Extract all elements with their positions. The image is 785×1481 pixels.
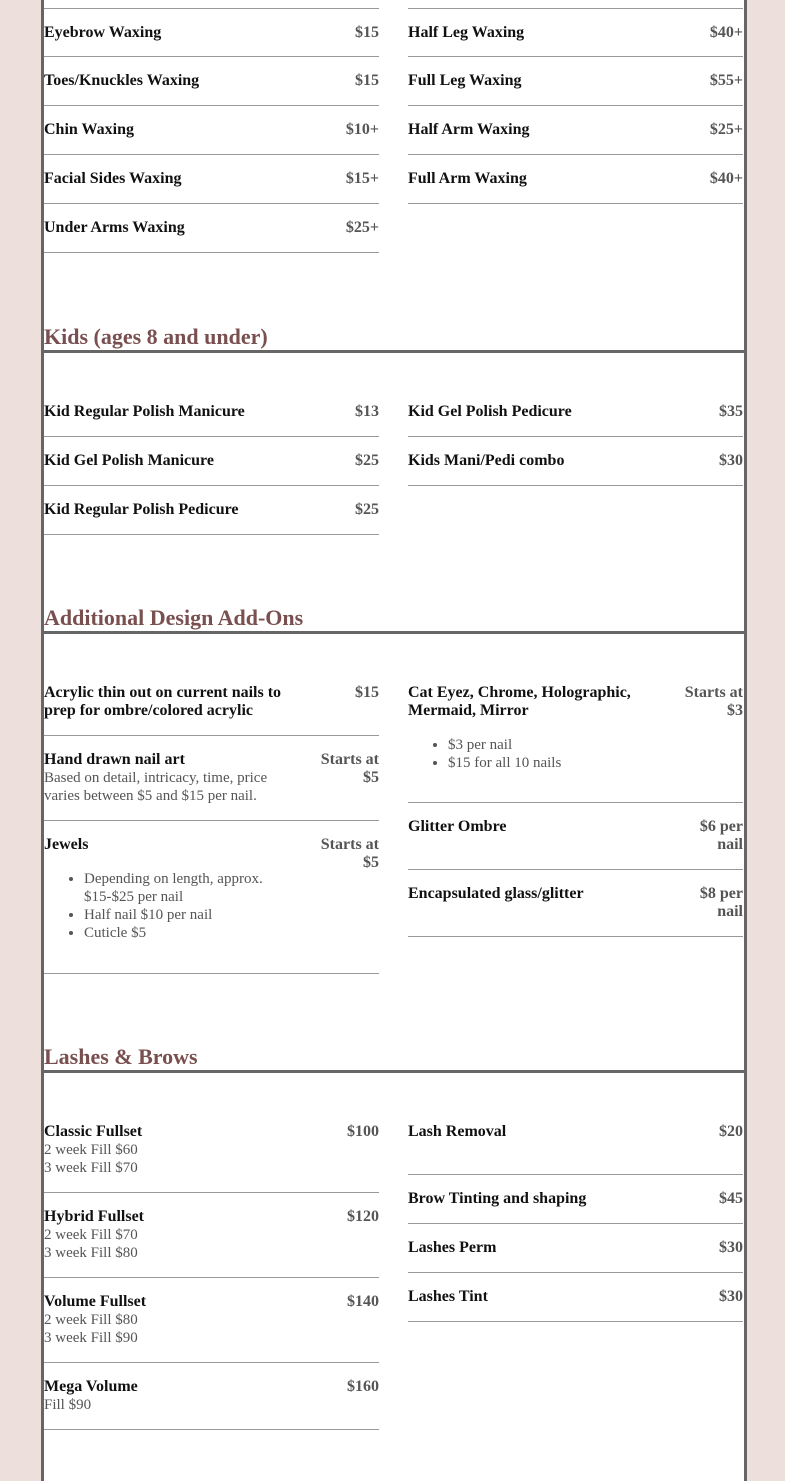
item-price: $140: [347, 1293, 379, 1310]
menu-item: [44, 1108, 379, 1193]
item-price: $30: [719, 452, 743, 469]
item-name: Hybrid Fullset: [44, 1208, 145, 1225]
lashes-left-column: [44, 1108, 379, 1430]
item-name: Full Leg Waxing: [408, 72, 522, 89]
item-name: Cat Eyez, Chrome, Holographic, Mermaid, Mirror: [408, 684, 631, 719]
item-name: Mega Volume: [44, 1378, 138, 1395]
item-price: $25+: [709, 121, 743, 138]
item-name: Classic Fullset: [44, 1123, 143, 1140]
item-price: $10+: [345, 121, 379, 138]
menu-item: [408, 1224, 743, 1273]
item-name: Kid Gel Polish Pedicure: [408, 403, 572, 420]
menu-item: [408, 669, 743, 803]
item-name: Volume Fullset: [44, 1293, 147, 1310]
menu-item: [408, 155, 743, 204]
item-line: 2 week Fill $60: [44, 1142, 138, 1158]
item-bullets: [408, 736, 668, 772]
item-line: 2 week Fill $80: [44, 1312, 138, 1328]
menu-item: [408, 803, 743, 870]
section-rule: [44, 631, 744, 634]
bullet-item: • $15 for all 10 nails: [448, 754, 668, 772]
item-line: 3 week Fill $80: [44, 1245, 138, 1261]
item-name: Hand drawn nail art: [44, 751, 185, 768]
menu-item: [44, 8, 379, 57]
menu-item: [408, 870, 743, 937]
bullet-item: • Half nail $10 per nail: [84, 906, 304, 924]
item-price: $15+: [345, 170, 379, 187]
menu-item: [408, 57, 743, 106]
item-price: $35: [719, 403, 743, 420]
item-price: $13: [355, 403, 379, 420]
menu-item: [44, 1278, 379, 1363]
menu-item: [408, 1175, 743, 1224]
item-description: Based on detail, intricacy, time, price varies between $5 and $15 per nail.: [44, 770, 268, 804]
menu-item: [44, 736, 379, 821]
item-price: $15: [355, 24, 379, 41]
menu-item: [44, 437, 379, 486]
item-name: Half Arm Waxing: [408, 121, 530, 138]
item-bullets: [44, 870, 304, 942]
item-price: Starts at $5: [320, 751, 379, 786]
kids-left-column: [44, 388, 379, 535]
item-price: Starts at $5: [320, 836, 379, 871]
menu-item: [408, 106, 743, 155]
section-rule: [44, 1070, 744, 1073]
menu-item: [44, 57, 379, 106]
item-price: Starts at $3: [684, 684, 743, 719]
item-name: Full Arm Waxing: [408, 170, 527, 187]
menu-item: [44, 204, 379, 253]
item-name: Under Arms Waxing: [44, 219, 185, 236]
item-price: $25+: [345, 219, 379, 236]
menu-item: [44, 1193, 379, 1278]
addons-left-column: [44, 669, 379, 974]
menu-item: [408, 388, 743, 437]
menu-page: [41, 0, 747, 1481]
item-price: $120: [347, 1208, 379, 1225]
item-price: $30: [719, 1288, 743, 1305]
item-name: Encapsulated glass/glitter: [408, 885, 584, 902]
waxing-left-column: [44, 8, 379, 253]
item-price: $15: [355, 684, 379, 701]
item-price: $160: [347, 1378, 379, 1395]
item-price: $100: [347, 1123, 379, 1140]
item-name: Jewels: [44, 836, 89, 853]
item-line: 3 week Fill $70: [44, 1160, 138, 1176]
item-name: Kid Regular Polish Manicure: [44, 403, 245, 420]
item-price: $55+: [709, 72, 743, 89]
item-line: 2 week Fill $70: [44, 1227, 138, 1243]
waxing-right-column: [408, 8, 743, 204]
item-name: Toes/Knuckles Waxing: [44, 72, 200, 89]
item-price: $15: [355, 72, 379, 89]
item-price: $25: [355, 501, 379, 518]
item-line: 3 week Fill $90: [44, 1330, 138, 1346]
menu-item: [44, 388, 379, 437]
item-name: Kid Gel Polish Manicure: [44, 452, 214, 469]
menu-item: [408, 437, 743, 486]
item-name: Brow Tinting and shaping: [408, 1190, 587, 1207]
item-name: Lashes Perm: [408, 1239, 497, 1256]
item-name: Lash Removal: [408, 1123, 507, 1140]
item-name: Kids Mani/Pedi combo: [408, 452, 565, 469]
menu-item: [44, 106, 379, 155]
item-line: Fill $90: [44, 1397, 92, 1413]
section-title: Lashes & Brows: [44, 1044, 198, 1069]
addons-right-column: [408, 669, 743, 937]
item-price: $40+: [709, 24, 743, 41]
menu-item: [44, 486, 379, 535]
item-name: Acrylic thin out on current nails to prep for ombre/colored acrylic: [44, 684, 282, 719]
section-title: Kids (ages 8 and under): [44, 324, 268, 349]
item-price: $40+: [709, 170, 743, 187]
menu-item: [44, 669, 379, 736]
item-price: $8 per nail: [699, 885, 743, 920]
menu-item: [44, 155, 379, 204]
item-price: $20: [719, 1123, 743, 1140]
lashes-right-column: [408, 1108, 743, 1322]
item-name: Facial Sides Waxing: [44, 170, 182, 187]
menu-item: [408, 1273, 743, 1322]
menu-item: [408, 1108, 743, 1175]
bullet-item: • Depending on length, approx. $15-$25 per nail: [84, 870, 304, 906]
item-name: Lashes Tint: [408, 1288, 488, 1305]
item-name: Eyebrow Waxing: [44, 24, 162, 41]
bullet-item: • $3 per nail: [448, 736, 668, 754]
menu-item: [44, 1363, 379, 1430]
item-price: $25: [355, 452, 379, 469]
item-price: $6 per nail: [699, 818, 743, 853]
menu-item: [44, 821, 379, 974]
kids-right-column: [408, 388, 743, 486]
item-name: Glitter Ombre: [408, 818, 507, 835]
item-name: Kid Regular Polish Pedicure: [44, 501, 239, 518]
bullet-item: • Cuticle $5: [84, 924, 304, 942]
section-rule: [44, 350, 744, 353]
menu-item: [408, 8, 743, 57]
item-price: $30: [719, 1239, 743, 1256]
item-name: Half Leg Waxing: [408, 24, 525, 41]
item-price: $45: [719, 1190, 743, 1207]
section-title: Additional Design Add-Ons: [44, 605, 304, 630]
item-name: Chin Waxing: [44, 121, 134, 138]
